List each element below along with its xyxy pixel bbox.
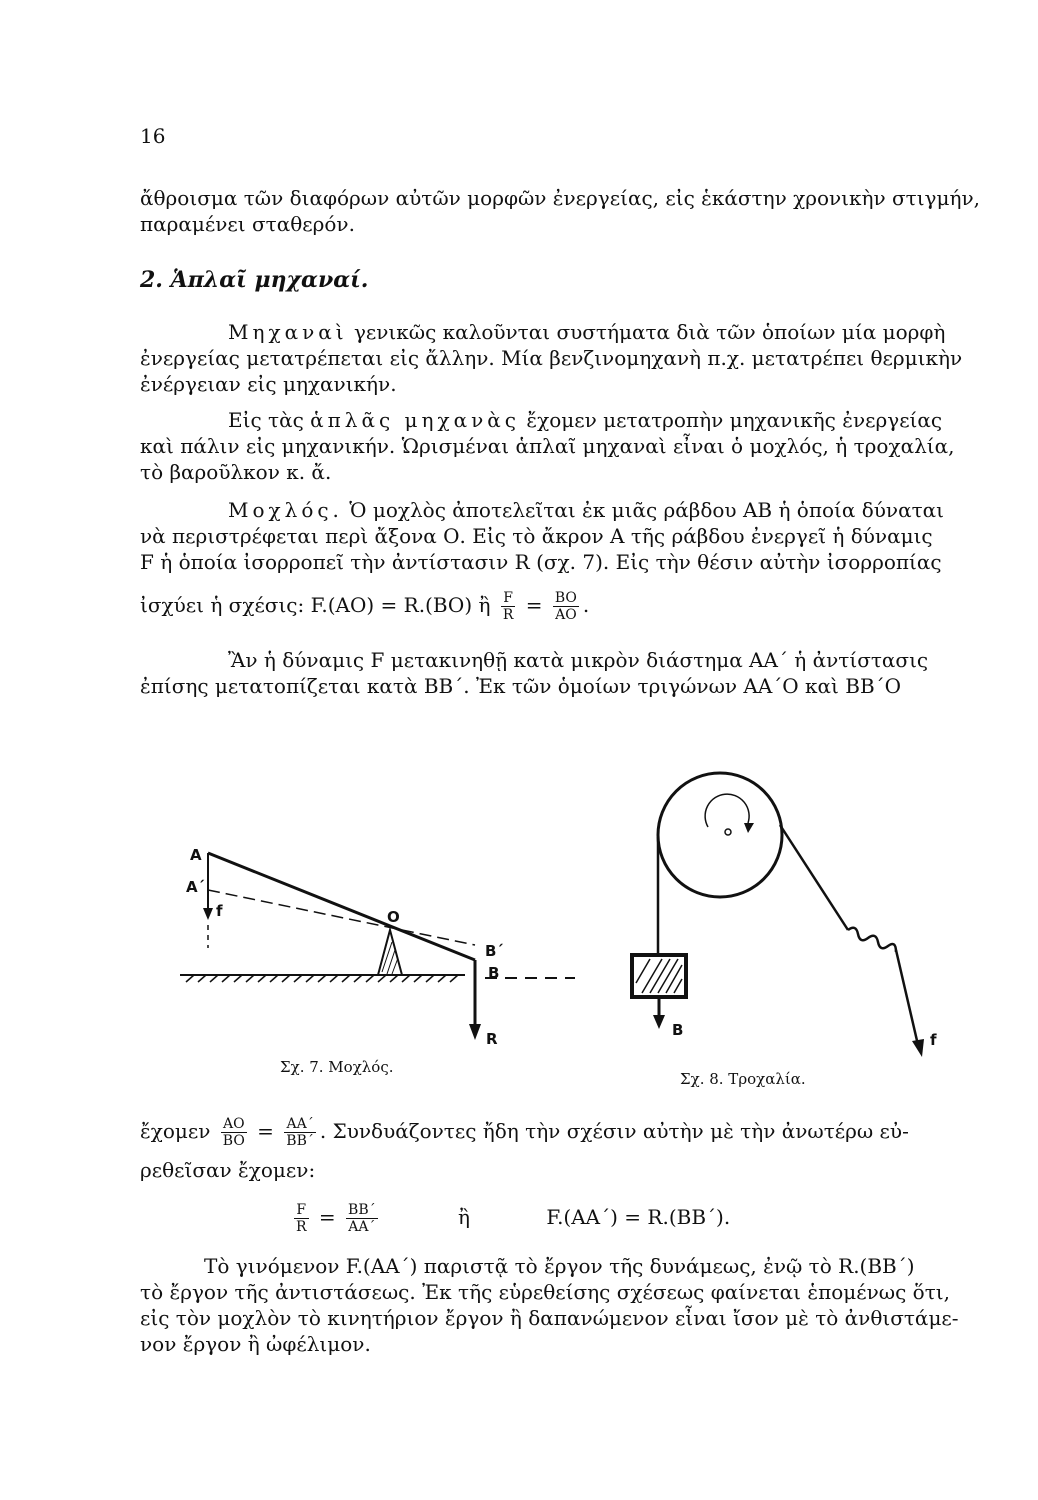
fraction-denominator: R bbox=[502, 607, 514, 623]
equation-line bbox=[140, 1116, 909, 1149]
term: Μοχλός. bbox=[228, 498, 343, 522]
fraction bbox=[553, 590, 579, 623]
fulcrum bbox=[378, 930, 402, 975]
label-B-prime: B΄ bbox=[485, 942, 504, 960]
label-f: f bbox=[930, 1031, 937, 1049]
text-span: F.(AA΄) = R.(BB΄). bbox=[546, 1205, 731, 1229]
text-line: Τὸ γινόμενον F.(AA΄) παριστᾷ τὸ ἔργον τῆς δυνάμεως, ἐνῷ τὸ R.(BB΄) bbox=[204, 1254, 915, 1278]
equation-line bbox=[290, 1202, 730, 1235]
equation-line bbox=[140, 590, 589, 623]
text-line: νον ἔργον ἢ ὠφέλιμον. bbox=[140, 1332, 371, 1356]
text-span: Ὁ μοχλὸς ἀποτελεῖται ἐκ μιᾶς ράβδου ΑΒ ἡ ὁποία δύναται bbox=[349, 498, 944, 522]
text-line: καὶ πάλιν εἰς μηχανικήν. Ὡρισμέναι ἁπλαῖ μηχαναὶ εἶναι ὁ μοχλός, ἡ τροχαλία, bbox=[140, 434, 955, 458]
ground-hatching bbox=[186, 975, 458, 982]
resistance-arrow-head bbox=[469, 1024, 481, 1040]
equals-sign: = bbox=[318, 1205, 336, 1229]
label-A-prime: A΄ bbox=[186, 878, 205, 896]
fraction bbox=[501, 590, 516, 623]
term: ἁπλᾶς μηχανὰς bbox=[310, 408, 521, 432]
label-B: B bbox=[672, 1021, 684, 1039]
period: . bbox=[582, 593, 590, 617]
fraction-denominator: BO bbox=[222, 1133, 245, 1149]
rope-pull bbox=[896, 950, 918, 1045]
equals-sign: = bbox=[525, 593, 543, 617]
text-line bbox=[228, 498, 944, 522]
fraction-numerator: F bbox=[501, 590, 516, 607]
term: Μηχαναὶ bbox=[228, 320, 348, 344]
text-span: ἔχομεν μετατροπὴν μηχανικῆς ἐνεργείας bbox=[526, 408, 943, 432]
fraction bbox=[221, 1116, 247, 1149]
text-line: ρεθεῖσαν ἔχομεν: bbox=[140, 1158, 316, 1182]
fraction bbox=[346, 1202, 378, 1235]
text-span: ἢ bbox=[457, 1205, 470, 1229]
fraction bbox=[284, 1116, 316, 1149]
pulley-wheel bbox=[658, 773, 782, 897]
equals-sign: = bbox=[257, 1119, 274, 1143]
text-line: παραμένει σταθερόν. bbox=[140, 212, 355, 236]
text-line: εἰς τὸν μοχλὸν τὸ κινητήριον ἔργον ἢ δαπανώμενον εἶναι ἴσον μὲ τὸ ἀνθιστάμε- bbox=[140, 1306, 959, 1330]
label-A: A bbox=[190, 846, 202, 864]
label-f: f bbox=[216, 902, 223, 920]
text-span: ἔχομεν bbox=[140, 1119, 211, 1143]
text-line: ἄθροισμα τῶν διαφόρων αὐτῶν μορφῶν ἐνεργείας, εἰς ἑκάστην χρονικὴν στιγμήν, bbox=[140, 186, 981, 210]
fraction-numerator: F bbox=[294, 1202, 309, 1219]
text-span: ἰσχύει ἡ σχέσις: F.(AO) = R.(BO) ἢ bbox=[140, 593, 491, 617]
force-arrow-head bbox=[203, 908, 213, 920]
fraction-numerator: AO bbox=[221, 1116, 247, 1133]
figure-caption-lever: Σχ. 7. Μοχλός. bbox=[280, 1058, 394, 1076]
rope-right bbox=[780, 825, 848, 930]
text-line: τὸ ἔργον τῆς ἀντιστάσεως. Ἐκ τῆς εὑρεθείσης σχέσεως φαίνεται ἑπομένως ὅτι, bbox=[140, 1280, 950, 1304]
pulley-figure bbox=[620, 765, 950, 1065]
text-span: . Συνδυάζοντες ἤδη τὴν σχέσιν αὐτὴν μὲ τὴν ἀνωτέρω εὐ- bbox=[319, 1119, 909, 1143]
pull-arrow-head bbox=[912, 1039, 924, 1057]
fraction bbox=[294, 1202, 309, 1235]
weight-arrow-head bbox=[653, 1015, 665, 1029]
label-O: O bbox=[387, 908, 400, 926]
page-number: 16 bbox=[140, 124, 166, 148]
text-line: ἐνέργειαν εἰς μηχανικήν. bbox=[140, 372, 397, 396]
label-R: R bbox=[486, 1030, 498, 1048]
fraction-denominator: AO bbox=[555, 607, 577, 623]
lever-bar bbox=[208, 853, 475, 960]
text-line: νὰ περιστρέφεται περὶ ἄξονα Ο. Εἰς τὸ ἄκρον Α τῆς ράβδου ἐνεργεῖ ἡ δύναμις bbox=[140, 524, 933, 548]
text-line bbox=[228, 408, 942, 432]
label-B: B bbox=[488, 964, 500, 982]
fraction-denominator: R bbox=[296, 1219, 307, 1235]
section-heading: 2. Ἁπλαῖ μηχαναί. bbox=[140, 267, 369, 293]
text-span: γενικῶς καλοῦνται συστήματα διὰ τῶν ὁποίων μία μορφὴ bbox=[353, 320, 946, 344]
figure-caption-pulley: Σχ. 8. Τροχαλία. bbox=[680, 1070, 806, 1088]
text-line bbox=[228, 320, 945, 344]
text-line: F ἡ ὁποία ἰσορροπεῖ τὴν ἀντίστασιν R (σχ. 7). Εἰς τὴν θέσιν αὐτὴν ἰσορροπίας bbox=[140, 550, 942, 574]
fraction-numerator: BB΄ bbox=[348, 1202, 376, 1218]
lever-figure bbox=[180, 830, 580, 1060]
text-line: ἐπίσης μετατοπίζεται κατὰ ΒΒ΄. Ἐκ τῶν ὁμοίων τριγώνων ΑΑ΄Ο καὶ ΒΒ΄Ο bbox=[140, 674, 902, 698]
text-line: Ἂν ἡ δύναμις F μετακινηθῇ κατὰ μικρὸν διάστημα ΑΑ΄ ἡ ἀντίστασις bbox=[228, 648, 929, 672]
fraction-denominator: AA΄ bbox=[348, 1219, 376, 1235]
text-span: Εἰς τὰς bbox=[228, 408, 304, 432]
text-line: ἐνεργείας μετατρέπεται εἰς ἄλλην. Μία βενζινομηχανὴ π.χ. μετατρέπει θερμικὴν bbox=[140, 346, 963, 370]
fraction-denominator: BB΄ bbox=[286, 1133, 314, 1149]
text-line: τὸ βαροῦλκον κ. ἄ. bbox=[140, 460, 332, 484]
spring bbox=[848, 928, 896, 952]
fraction-numerator: AA΄ bbox=[284, 1116, 316, 1133]
fraction-numerator: BO bbox=[554, 590, 577, 606]
lever-displaced bbox=[208, 890, 475, 945]
